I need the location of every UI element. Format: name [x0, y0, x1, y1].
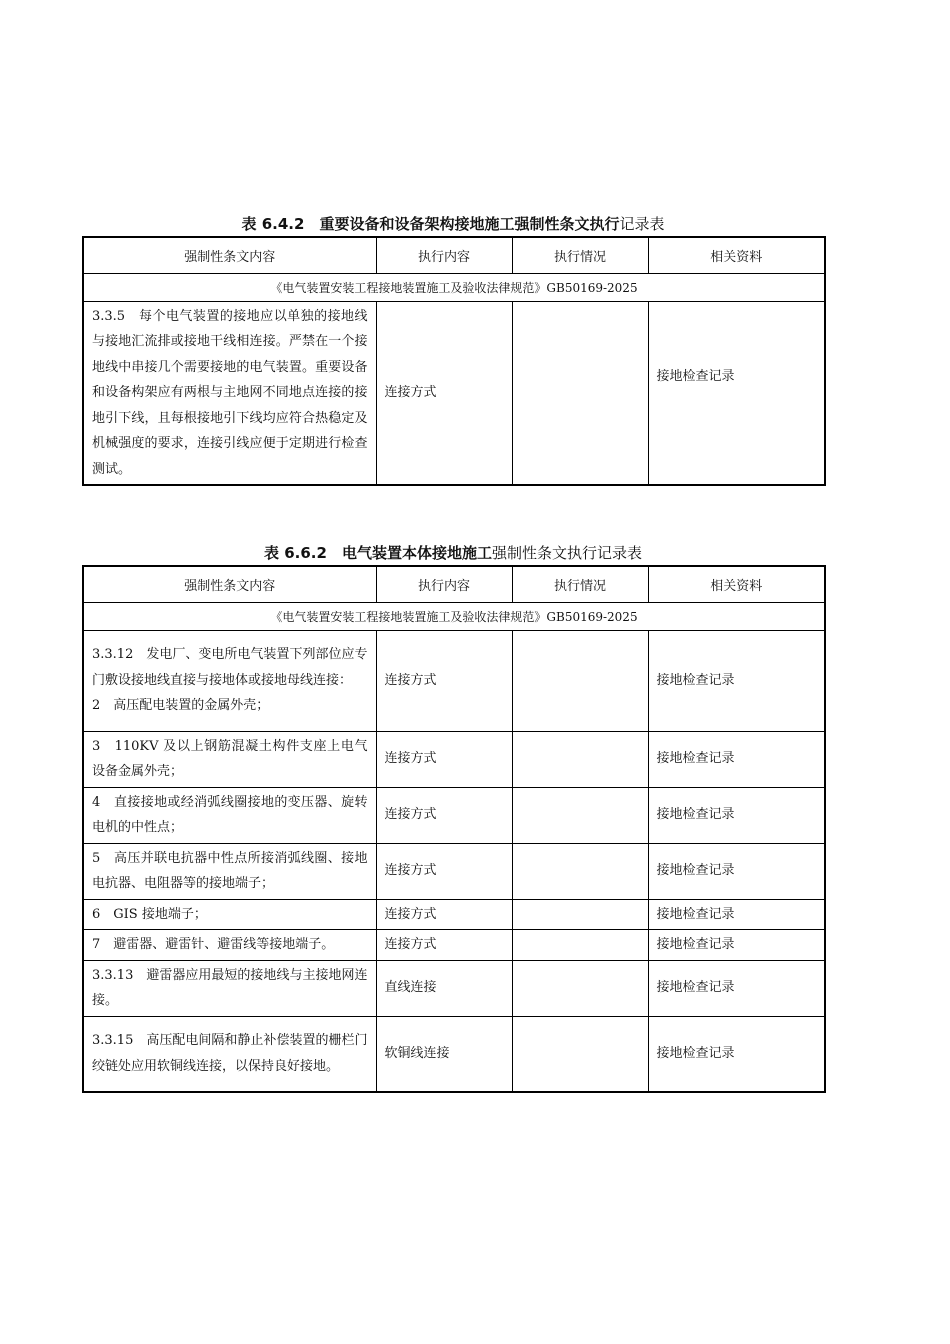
table1-caption-bold: 表 6.4.2 重要设备和设备架构接地施工强制性条文执行: [241, 215, 620, 233]
table1-header-reference: 相关资料: [648, 237, 825, 273]
exec-status: [512, 787, 648, 843]
exec-content: 软铜线连接: [376, 1016, 512, 1092]
exec-content: 连接方式: [376, 899, 512, 930]
exec-content: 连接方式: [376, 630, 512, 731]
reference: 接地检查记录: [648, 787, 825, 843]
table2-standard-row: [83, 602, 825, 630]
table1-header-clause: 强制性条文内容: [83, 237, 376, 273]
exec-content: 连接方式: [376, 301, 512, 485]
table2-caption-bold: 表 6.6.2 电气装置本体接地施工: [264, 544, 492, 562]
reference: 接地检查记录: [648, 899, 825, 930]
clause-text: 3.3.5 每个电气装置的接地应以单独的接地线与接地汇流排或接地干线相连接。严禁在一个接地线中串接几个需要接地的电气装置。重要设备和设备构架应有两根与主地网不同地点连接的接地引下线，且每根接地引下线均应符合热稳定及机械强度的要求，连接引线应便于定期进行检查测试。: [83, 301, 376, 485]
table2-caption: [82, 542, 824, 563]
clause-text: 5 高压并联电抗器中性点所接消弧线圈、接地电抗器、电阻器等的接地端子；: [83, 843, 376, 899]
clause-text: 6 GIS 接地端子；: [83, 899, 376, 930]
table2-standard: 《电气装置安装工程接地装置施工及验收法律规范》GB50169-2025: [83, 602, 825, 630]
exec-status: [512, 630, 648, 731]
table1-caption-normal: 记录表: [619, 215, 665, 233]
exec-content: 连接方式: [376, 843, 512, 899]
table1-header-content: 执行内容: [376, 237, 512, 273]
clause-text: 7 避雷器、避雷针、避雷线等接地端子。: [83, 930, 376, 961]
table1-standard-row: [83, 273, 825, 301]
exec-status: [512, 899, 648, 930]
exec-content: 连接方式: [376, 731, 512, 787]
table2-header-status: 执行情况: [512, 566, 648, 602]
exec-content: 连接方式: [376, 787, 512, 843]
table-row: [83, 843, 825, 899]
table1-standard: 《电气装置安装工程接地装置施工及验收法律规范》GB50169-2025: [83, 273, 825, 301]
table-row: [83, 899, 825, 930]
clause-text: 3.3.15 高压配电间隔和静止补偿装置的栅栏门绞链处应用软铜线连接，以保持良好接地。: [83, 1016, 376, 1092]
exec-status: [512, 843, 648, 899]
reference: 接地检查记录: [648, 843, 825, 899]
exec-content: 直线连接: [376, 960, 512, 1016]
table-row: [83, 787, 825, 843]
table2-caption-normal: 强制性条文执行记录表: [491, 544, 642, 562]
table1: [82, 236, 826, 486]
exec-content: 连接方式: [376, 930, 512, 961]
clause-text: 3.3.12 发电厂、变电所电气装置下列部位应专门敷设接地线直接与接地体或接地母线连接： 2 高压配电装置的金属外壳；: [83, 630, 376, 731]
table2-header-row: [83, 566, 825, 602]
exec-status: [512, 960, 648, 1016]
reference: 接地检查记录: [648, 960, 825, 1016]
reference: 接地检查记录: [648, 630, 825, 731]
table2-header-clause: 强制性条文内容: [83, 566, 376, 602]
exec-status: [512, 1016, 648, 1092]
table-row: [83, 630, 825, 731]
table1-caption: [82, 213, 824, 234]
reference: 接地检查记录: [648, 301, 825, 485]
reference: 接地检查记录: [648, 731, 825, 787]
table2: [82, 565, 826, 1093]
table2-header-content: 执行内容: [376, 566, 512, 602]
table-row: [83, 930, 825, 961]
table1-header-row: [83, 237, 825, 273]
table-row: [83, 1016, 825, 1092]
exec-status: [512, 930, 648, 961]
clause-text: 4 直接接地或经消弧线圈接地的变压器、旋转电机的中性点；: [83, 787, 376, 843]
table2-header-reference: 相关资料: [648, 566, 825, 602]
table-row: [83, 731, 825, 787]
exec-status: [512, 301, 648, 485]
clause-text: 3.3.13 避雷器应用最短的接地线与主接地网连接。: [83, 960, 376, 1016]
table-row: [83, 960, 825, 1016]
reference: 接地检查记录: [648, 930, 825, 961]
table-row: [83, 301, 825, 485]
clause-text: 3 110KV 及以上钢筋混凝土构件支座上电气设备金属外壳；: [83, 731, 376, 787]
table1-header-status: 执行情况: [512, 237, 648, 273]
reference: 接地检查记录: [648, 1016, 825, 1092]
exec-status: [512, 731, 648, 787]
